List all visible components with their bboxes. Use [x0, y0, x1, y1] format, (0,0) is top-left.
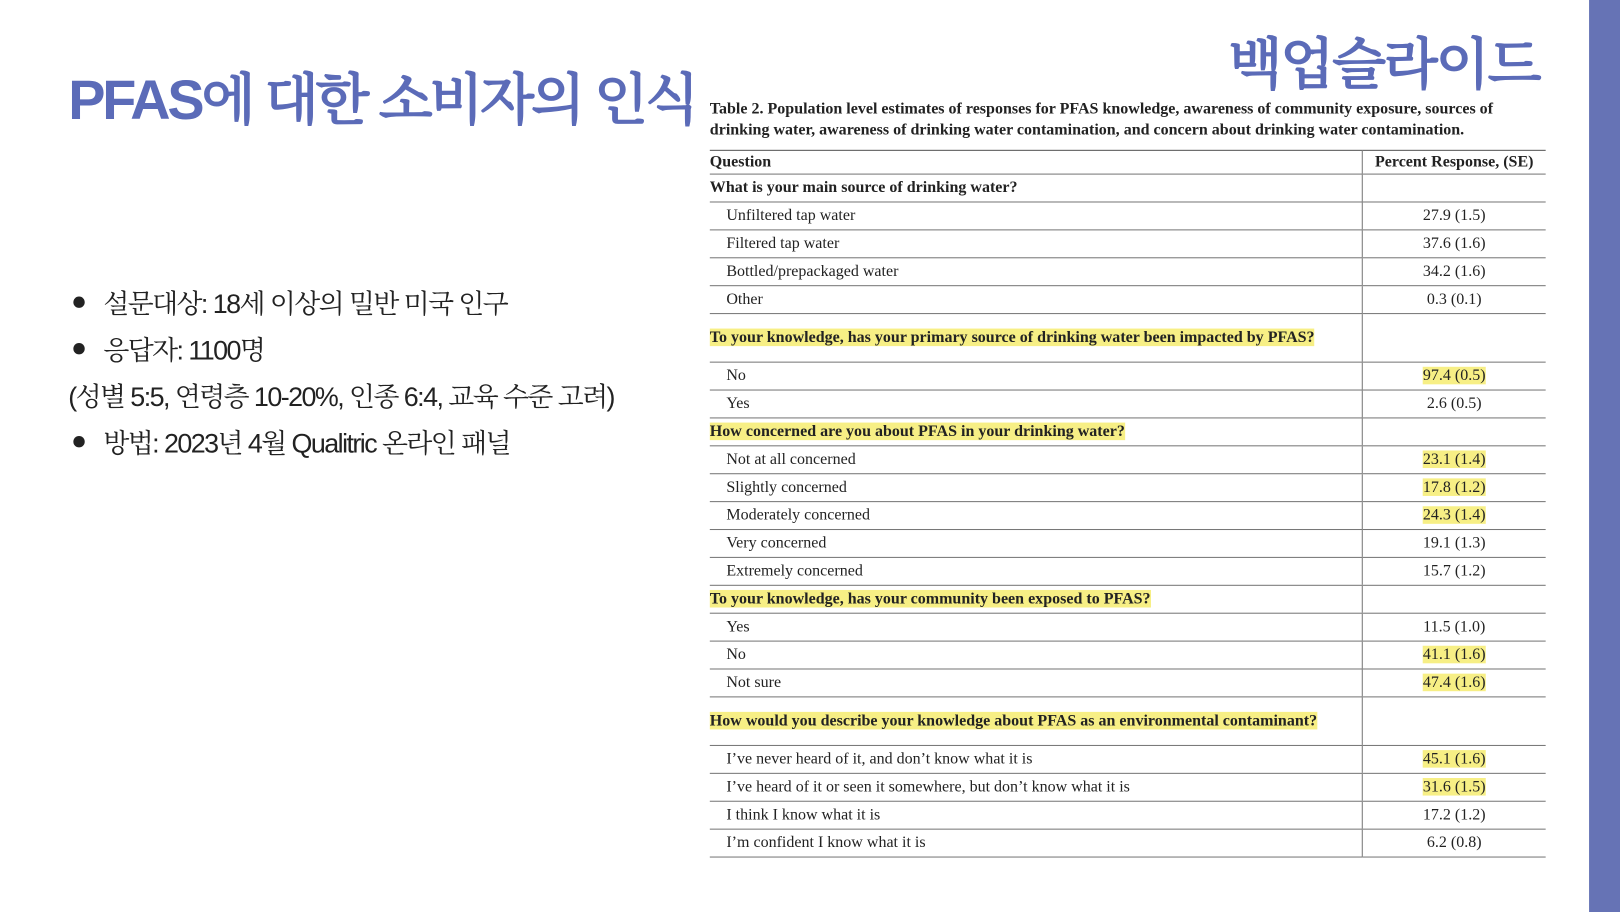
table-caption: Table 2. Population level estimates of responses for PFAS knowledge, awareness of community exposure, sources of drinking water, awareness of drinking water contamination, and concern about drinking water contamination.: [709, 100, 1494, 139]
table-header: [710, 150, 1546, 174]
option-row: [710, 474, 1546, 502]
option-row: [710, 390, 1546, 418]
row-label: [710, 773, 1362, 801]
row-label: [710, 585, 1362, 613]
bullet-item: [68, 372, 614, 418]
row-label-text: No: [726, 645, 746, 664]
row-value: [1362, 557, 1545, 585]
bullet-text: 설문대상: 18세 이상의 밀반 미국 인구: [103, 288, 508, 320]
option-row: [710, 286, 1546, 314]
bullet-text: 응답자: 1100명: [103, 334, 265, 366]
option-row: [710, 557, 1546, 585]
row-label: [710, 697, 1362, 746]
row-label-text: How would you describe your knowledge about PFAS as an environmental contaminant?: [709, 711, 1318, 730]
row-label-text: Bottled/prepackaged water: [726, 262, 899, 280]
row-label: [710, 202, 1362, 230]
row-value-text: 47.4 (1.6): [1422, 673, 1486, 692]
row-label: [710, 446, 1362, 474]
option-row: [710, 502, 1546, 530]
slide-title: PFAS에 대한 소비자의 인식: [68, 69, 696, 132]
row-value: [1362, 745, 1545, 773]
row-label-text: Extremely concerned: [726, 562, 863, 580]
bullet-item: [68, 279, 614, 325]
row-label-text: I think I know what it is: [726, 805, 881, 824]
row-value: [1362, 202, 1545, 230]
option-row: [710, 829, 1546, 857]
row-label-text: I’ve heard of it or seen it somewhere, but don’t know what it is: [726, 777, 1130, 796]
option-row: [710, 801, 1546, 829]
bullet-item: [68, 418, 614, 464]
row-value-text: 34.2 (1.6): [1422, 262, 1486, 280]
row-value: [1362, 773, 1545, 801]
row-label-text: What is your main source of drinking water?: [709, 178, 1018, 197]
row-label: [710, 390, 1362, 418]
survey-table: [710, 150, 1546, 858]
row-label: [710, 258, 1362, 286]
option-row: [710, 613, 1546, 641]
bullet-text: (성별 5:5, 연령층 10-20%, 인종 6:4, 교육 수준 고려): [68, 381, 614, 413]
question-row: [710, 314, 1546, 363]
row-label: [710, 230, 1362, 258]
row-value: [1362, 829, 1545, 857]
row-label-text: Unfiltered tap water: [726, 206, 856, 225]
row-value: [1362, 258, 1545, 286]
row-value-text: 24.3 (1.4): [1422, 506, 1486, 524]
option-row: [710, 446, 1546, 474]
row-label: [710, 174, 1362, 202]
row-label-text: Very concerned: [726, 534, 827, 552]
row-value-text: 11.5 (1.0): [1423, 617, 1486, 636]
row-value: [1362, 286, 1545, 314]
row-label-text: Moderately concerned: [726, 506, 870, 524]
row-label-text: Yes: [726, 617, 750, 636]
row-label: [710, 829, 1362, 857]
row-label: [710, 669, 1362, 697]
row-value-text: 2.6 (0.5): [1426, 394, 1482, 413]
row-value-text: 45.1 (1.6): [1422, 750, 1486, 768]
option-row: [710, 641, 1546, 669]
row-label: [710, 641, 1362, 669]
bullet-dot-icon: [73, 343, 84, 354]
bullet-item: [68, 325, 614, 371]
question-row: [710, 174, 1546, 202]
row-value: [1362, 641, 1545, 669]
row-value-text: 6.2 (0.8): [1426, 833, 1482, 852]
row-label: [710, 314, 1362, 363]
row-value: [1362, 585, 1545, 613]
backup-slide-label: 백업슬라이드: [1228, 34, 1540, 97]
row-label: [710, 474, 1362, 502]
row-value: [1362, 446, 1545, 474]
row-value-text: 27.9 (1.5): [1422, 206, 1486, 225]
row-value: [1362, 530, 1545, 558]
question-row: [710, 697, 1546, 746]
bullet-dot-icon: [73, 436, 84, 447]
option-row: [710, 745, 1546, 773]
option-row: [710, 530, 1546, 558]
row-label: [710, 557, 1362, 585]
row-value-text: 23.1 (1.4): [1422, 450, 1486, 469]
row-label: [710, 362, 1362, 390]
row-value: [1362, 502, 1545, 530]
bullet-dot-icon: [73, 297, 84, 308]
option-row: [710, 669, 1546, 697]
row-value-text: 17.8 (1.2): [1422, 478, 1486, 496]
row-label: [710, 613, 1362, 641]
row-value: [1362, 230, 1545, 258]
row-value-text: 31.6 (1.5): [1422, 777, 1486, 796]
row-label-text: Slightly concerned: [726, 478, 847, 496]
row-value: [1362, 390, 1545, 418]
row-label-text: How concerned are you about PFAS in your drinking water?: [709, 422, 1125, 441]
row-label-text: Not at all concerned: [726, 450, 856, 469]
row-value: [1362, 801, 1545, 829]
question-row: [710, 585, 1546, 613]
row-label-text: To your knowledge, has your community been exposed to PFAS?: [709, 589, 1151, 608]
row-value: [1362, 474, 1545, 502]
row-label: [710, 418, 1362, 446]
row-value-text: 97.4 (0.5): [1422, 366, 1486, 385]
side-accent-bar: [1589, 0, 1620, 912]
row-value: [1362, 174, 1545, 202]
header-percent: Percent Response, (SE): [1362, 150, 1545, 174]
bullet-list: [68, 279, 614, 465]
row-label-text: To your knowledge, has your primary source of drinking water been impacted by PFAS?: [709, 328, 1315, 347]
row-value: [1362, 669, 1545, 697]
option-row: [710, 202, 1546, 230]
row-value-text: 15.7 (1.2): [1422, 562, 1486, 580]
row-label-text: Yes: [726, 394, 750, 413]
bullet-text: 방법: 2023년 4월 Qualitric 온라인 패널: [103, 427, 510, 459]
row-label-text: I’m confident I know what it is: [726, 833, 926, 852]
question-row: [710, 418, 1546, 446]
row-label: [710, 286, 1362, 314]
row-label-text: No: [726, 366, 746, 385]
row-value: [1362, 418, 1545, 446]
option-row: [710, 258, 1546, 286]
row-value-text: 37.6 (1.6): [1422, 234, 1486, 253]
row-label: [710, 502, 1362, 530]
row-value: [1362, 362, 1545, 390]
row-value-text: 41.1 (1.6): [1422, 645, 1486, 664]
row-label-text: Filtered tap water: [726, 234, 840, 253]
row-label: [710, 530, 1362, 558]
row-value-text: 0.3 (0.1): [1426, 290, 1482, 308]
row-value-text: 17.2 (1.2): [1422, 805, 1486, 824]
row-label-text: Other: [726, 290, 763, 308]
row-label: [710, 801, 1362, 829]
row-label-text: Not sure: [726, 673, 782, 692]
option-row: [710, 230, 1546, 258]
row-label-text: I’ve never heard of it, and don’t know what it is: [726, 750, 1033, 768]
row-value: [1362, 697, 1545, 746]
row-value: [1362, 314, 1545, 363]
header-question: Question: [710, 150, 1362, 174]
row-label: [710, 745, 1362, 773]
row-value: [1362, 613, 1545, 641]
row-value-text: 19.1 (1.3): [1422, 534, 1486, 552]
option-row: [710, 362, 1546, 390]
option-row: [710, 773, 1546, 801]
